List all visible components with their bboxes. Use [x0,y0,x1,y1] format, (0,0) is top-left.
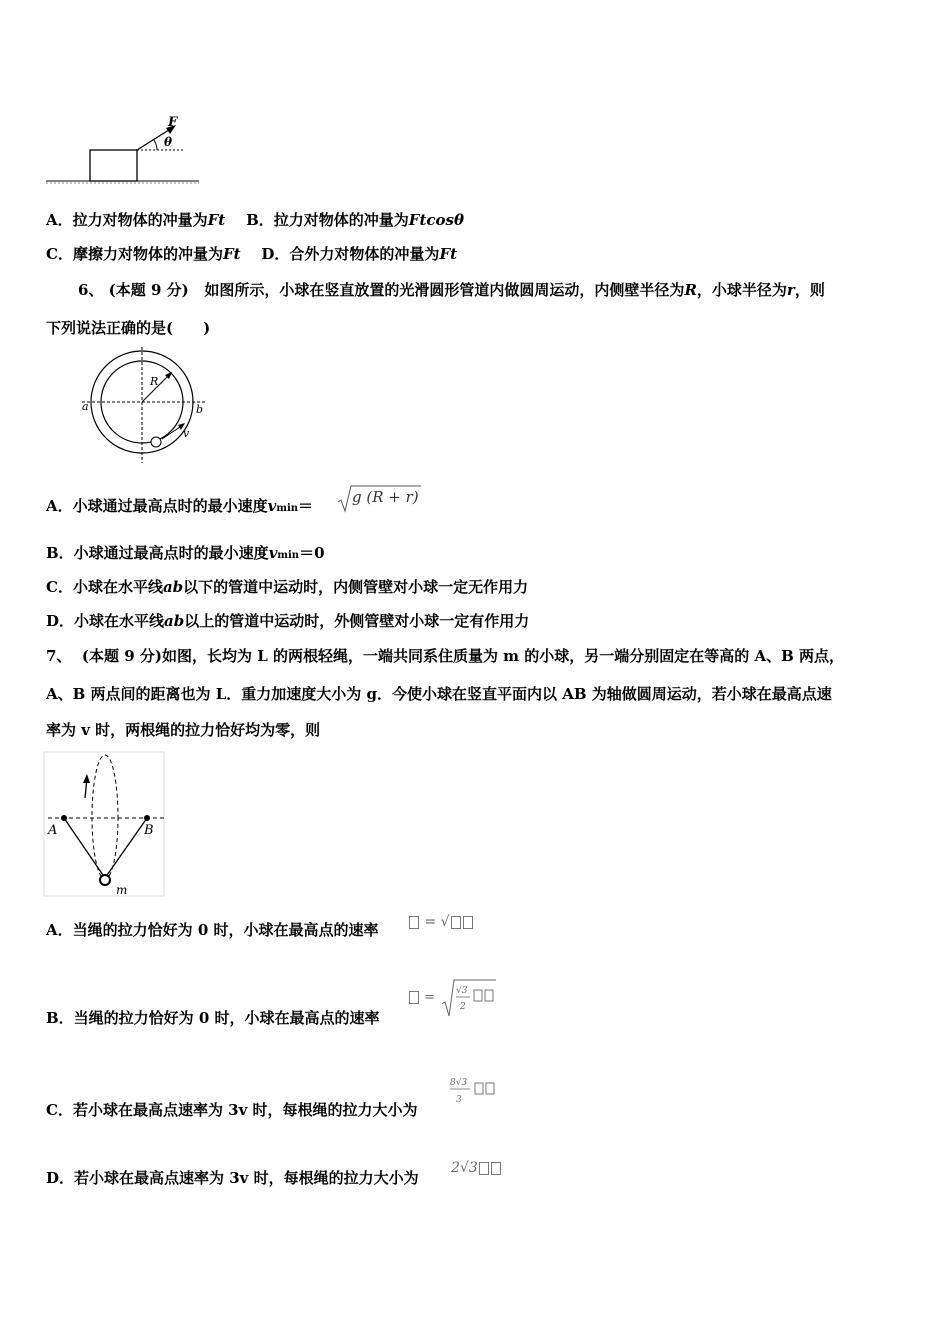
q5-options-cd [46,244,457,264]
rope-b [105,818,147,878]
q5-option-a[interactable]: A．拉力对物体的冲量为Ft [46,211,226,229]
q7-option-c-formula [448,1072,504,1112]
q5-option-b[interactable]: B．拉力对物体的冲量为Ftcosθ [246,211,464,229]
velocity-label: v [183,427,190,440]
svg-text:8√3: 8√3 [450,1078,468,1088]
point-a-label: a [82,400,89,413]
angle-label: θ [164,135,173,149]
radius-label: R [150,375,159,388]
q5-option-c[interactable]: C．摩擦力对物体的冲量为Ft [46,245,241,263]
orbit-ellipse [92,755,118,879]
q5-options-ab [46,210,464,230]
rope-a [64,818,105,878]
svg-text:√3: √3 [456,986,468,996]
q7-option-a-formula: = √ [408,914,474,930]
q6-option-d[interactable]: D．小球在水平线ab以上的管道中运动时，外侧管壁对小球一定有作用力 [46,612,530,630]
point-B-label: B [144,823,154,838]
two-ropes-figure [44,752,168,898]
q6-option-a-formula: g (R + r) [352,488,419,506]
q6-stem-line1: 6、 (本题 9 分) 如图所示，小球在竖直放置的光滑圆形管道内做圆周运动，内侧壁半径为R，小球半径为r，则 [78,281,825,299]
mass-label: m [116,883,128,897]
q6-option-b[interactable]: B．小球通过最高点时的最小速度vmin＝0 [46,544,325,562]
svg-text:3: 3 [456,1095,462,1105]
q6-option-a[interactable]: A．小球通过最高点时的最小速度vmin＝ [46,497,314,515]
q6-option-c[interactable]: C．小球在水平线ab以下的管道中运动时，内侧管壁对小球一定无作用力 [46,578,529,596]
q6-stem-line2: 下列说法正确的是( ) [46,319,211,337]
q7-option-d-formula: 2√3 [451,1160,502,1176]
ball [151,437,161,447]
point-A-label: A [48,823,58,838]
q7-stem-line3: 率为 v 时，两根绳的拉力恰好均为零，则 [46,721,321,739]
svg-text:2: 2 [460,1002,466,1012]
circular-tube-figure [82,345,212,467]
block [90,150,137,181]
q7-option-a[interactable]: A．当绳的拉力恰好为 0 时，小球在最高点的速率 [46,921,379,939]
q7-stem-line2: A、B 两点间的距离也为 L．重力加速度大小为 g．今使小球在竖直平面内以 AB 为轴做圆周运动，若小球在最高点速 [46,685,832,703]
q7-stem-line1: 7、 (本题 9 分)如图，长均为 L 的两根轻绳，一端共同系住质量为 m 的小球，另一端分别固定在等高的 A、B 两点， [46,647,845,665]
q7-option-c[interactable]: C．若小球在最高点速率为 3v 时，每根绳的拉力大小为 [46,1101,418,1119]
point-b-label: b [196,403,204,416]
q5-option-d[interactable]: D．合外力对物体的冲量为Ft [261,245,458,263]
q7-option-b[interactable]: B．当绳的拉力恰好为 0 时，小球在最高点的速率 [46,1009,380,1027]
block-force-figure [44,112,204,194]
q7-option-d[interactable]: D．若小球在最高点速率为 3v 时，每根绳的拉力大小为 [46,1169,419,1187]
q7-option-b-sqrt [440,978,500,1020]
q7-option-b-formula: = [408,990,435,1005]
force-label: F [168,115,178,130]
ball-m [100,875,110,885]
